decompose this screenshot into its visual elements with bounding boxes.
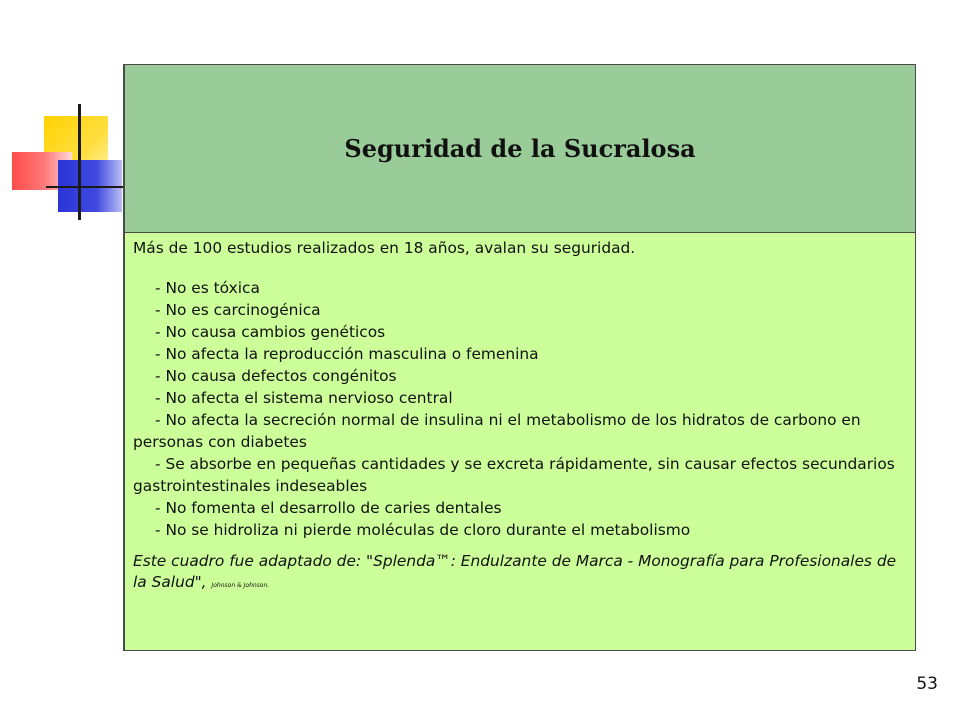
- list-item: - No fomenta el desarrollo de caries dentales: [155, 499, 502, 517]
- list-item: - No afecta el sistema nervioso central: [155, 389, 453, 407]
- list-item: - No afecta la reproducción masculina o femenina: [155, 345, 539, 363]
- list-item: - No causa cambios genéticos: [155, 323, 386, 341]
- vertical-line: [78, 104, 81, 220]
- list-item: - No es carcinogénica: [155, 301, 321, 319]
- list-item: - No afecta la secreción normal de insulina ni el metabolismo de los hidratos de carbono en personas con diabetes: [133, 411, 861, 451]
- header-cell: [125, 65, 915, 233]
- source-text: Este cuadro fue adaptado de: "Splenda™: Endulzante de Marca - Monografía para Profesionales de la Salud",: [133, 552, 897, 591]
- body-cell: [125, 233, 915, 650]
- source-publisher: Johnson & Johnson.: [211, 582, 270, 589]
- list-item: - No es tóxica: [155, 279, 260, 297]
- list-item: - Se absorbe en pequeñas cantidades y se excreta rápidamente, sin causar efectos secundarios gastrointestinales indeseables: [133, 455, 895, 495]
- list-item: - No causa defectos congénitos: [155, 367, 397, 385]
- content-table: [123, 64, 916, 651]
- intro-text: Más de 100 estudios realizados en 18 años, avalan su seguridad.: [133, 239, 636, 257]
- page-number: 53: [916, 674, 938, 694]
- decorative-squares-logo: [0, 0, 130, 220]
- slide-title: Seguridad de la Sucralosa: [344, 134, 696, 163]
- source-citation: [133, 551, 907, 596]
- horizontal-line: [46, 186, 130, 188]
- list-item: - No se hidroliza ni pierde moléculas de cloro durante el metabolismo: [155, 521, 691, 539]
